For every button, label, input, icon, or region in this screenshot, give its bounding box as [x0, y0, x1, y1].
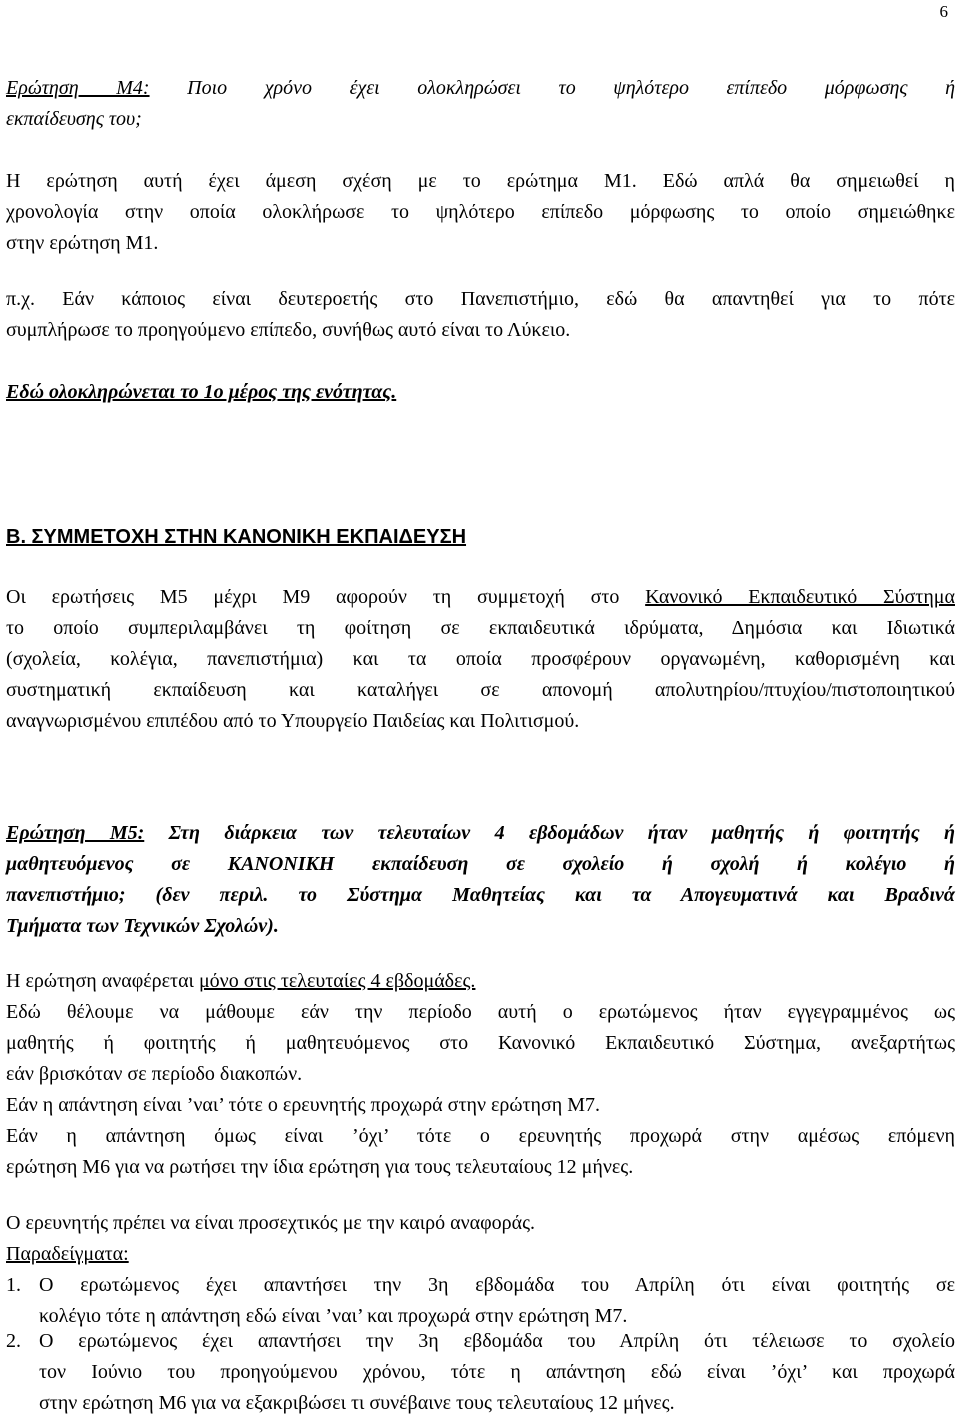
question-m5-label: Ερώτηση Μ5:	[6, 822, 145, 844]
question-m5-yes-instruction: Εάν η απάντηση είναι ’ναι’ τότε ο ερευνητής προχωρά στην ερώτηση Μ7.	[6, 1094, 601, 1116]
question-m4-explanation: Η ερώτηση αυτή έχει άμεση σχέση με το ερώτημα Μ1. Εδώ απλά θα σημειωθεί η χρονολογία στην οποία ολοκλήρωσε το ψηλότερο επίπεδο μόρφωσης το οποίο σημειώθηκε στην ερώτηση Μ1.	[6, 170, 955, 254]
example-item: 2. Ο ερωτώμενος έχει απαντήσει την 3η εβδομάδα του Απρίλη ότι τέλειωσε το σχολείο τον Ιούνιο του προηγούμενου χρόνου, τότε η απάντηση εδώ είναι ’όχι’ και προχωρά στην ερώτηση Μ6 για να εξακριβώσει τι συνέβαινε τους τελευταίους 12 μήνες.	[6, 1330, 955, 1414]
question-m5-explanation: Εδώ θέλουμε να μάθουμε εάν την περίοδο αυτή ο ερωτώμενος ήταν εγγεγραμμένος ως μαθητής ή φοιτητής ή μαθητευόμενος στο Κανονικό Εκπαιδευτικό Σύστημα, ανεξαρτήτως εάν βρισκόταν σε περίοδο διακοπών.	[6, 1001, 955, 1085]
question-m5-heading: Ερώτηση Μ5: Στη διάρκεια των τελευταίων 4 εβδομάδων ήταν μαθητής ή φοιτητής ή μαθητευόμενος σε ΚΑΝΟΝΙΚΗ εκπαίδευση σε σχολείο ή σχολή ή κολέγιο ή πανεπιστήμιο; (δεν περιλ. το Σύστημα Μαθητείας και τα Απογευματινά και Βραδινά Τμήματα των Τεχνικών Σχολών).	[6, 822, 955, 937]
section-end-note: Εδώ ολοκληρώνεται το 1ο μέρος της ενότητας.	[6, 381, 397, 403]
page-number: 6	[939, 2, 948, 21]
section-b-title: Β. ΣΥΜΜΕΤΟΧΗ ΣΤΗΝ ΚΑΝΟΝΙΚΗ ΕΚΠΑΙΔΕΥΣΗ	[6, 526, 467, 548]
example-item: 1. Ο ερωτώμενος έχει απαντήσει την 3η εβδομάδα του Απρίλη ότι είναι φοιτητής σε κολέγιο τότε η απάντηση εδώ είναι ’ναι’ και προχωρά στην ερώτηση Μ7.	[6, 1274, 955, 1327]
question-m4-heading: Ερώτηση Μ4: Ποιο χρόνο έχει ολοκληρώσει το ψηλότερο επίπεδο μόρφωσης ή εκπαίδευσης του;	[6, 77, 955, 130]
regular-education-system-term: Κανονικό Εκπαιδευτικό Σύστημα	[645, 586, 955, 608]
question-m4-example: π.χ. Εάν κάποιος είναι δευτεροετής στο Πανεπιστήμιο, εδώ θα απαντηθεί για το πότε συμπλήρωσε το προηγούμενο επίπεδο, συνήθως αυτό είναι το Λύκειο.	[6, 288, 955, 341]
question-m4-label: Ερώτηση Μ4:	[6, 77, 150, 99]
question-m5-reference: Η ερώτηση αναφέρεται μόνο στις τελευταίες 4 εβδομάδες.	[6, 970, 476, 992]
question-m5-no-instruction: Εάν η απάντηση όμως είναι ’όχι’ τότε ο ερευνητής προχωρά στην αμέσως επόμενη ερώτηση Μ6 για να ρωτήσει την ίδια ερώτηση για τους τελευταίους 12 μήνες.	[6, 1125, 955, 1178]
section-b-intro: Οι ερωτήσεις Μ5 μέχρι Μ9 αφορούν τη συμμετοχή στο Κανονικό Εκπαιδευτικό Σύστημα το οποίο συμπεριλαμβάνει τη φοίτηση σε εκπαιδευτικά ιδρύματα, Δημόσια και Ιδιωτικά (σχολεία, κολέγια, πανεπιστήμια) και τα οποία προσφέρουν οργανωμένη, καθορισμένη και συστηματική εκπαίδευση και καταλήγει σε απονομή απολυτηρίου/πτυχίου/πιστοποιητικού αναγνωρισμένου επιπέδου από το Υπουργείο Παιδείας και Πολιτισμού.	[6, 586, 955, 732]
reference-period-warning: Ο ερευνητής πρέπει να είναι προσεχτικός με την καιρό αναφοράς.	[6, 1212, 536, 1234]
examples-label: Παραδείγματα:	[6, 1243, 129, 1265]
